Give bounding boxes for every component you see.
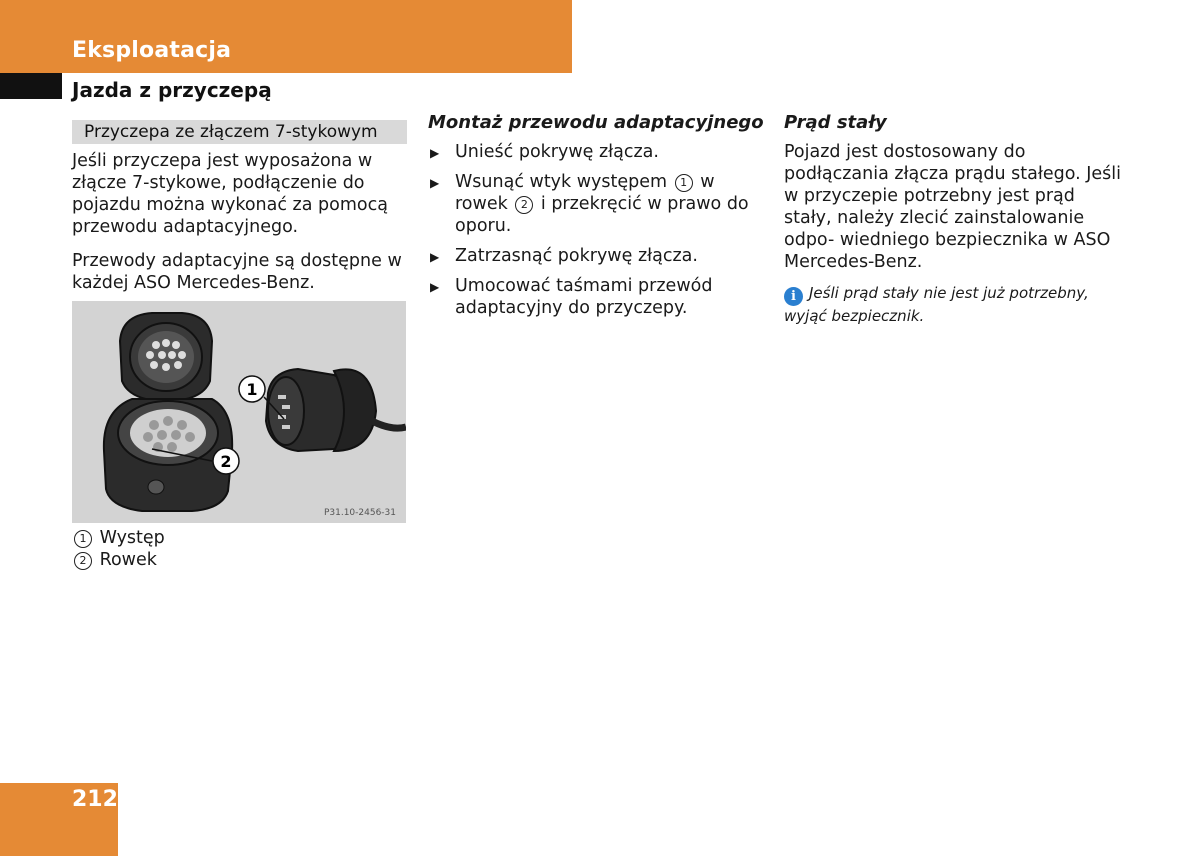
number-badge: 1 <box>74 530 92 548</box>
section-title: Jazda z przyczepą <box>72 78 272 102</box>
info-note <box>784 283 1124 326</box>
legend-item <box>72 527 165 549</box>
info-icon: i <box>784 287 803 306</box>
chapter-title: Eksploatacja <box>72 38 232 63</box>
connector-figure <box>72 301 406 523</box>
svg-text:1: 1 <box>246 380 258 399</box>
legend-item <box>72 549 165 571</box>
figure-legend <box>72 527 165 571</box>
paragraph: Pojazd jest dostosowany do podłączania złącza prądu stałego. Jeśli w przyczepie potrzebny jest prąd stały, należy zlecić zainstalowanie odpo- wiedniego bezpiecznika w ASO Mercedes-Benz. <box>784 142 1122 272</box>
middle-column <box>428 112 768 327</box>
procedure-heading: Montaż przewodu adaptacyjnego <box>428 112 764 133</box>
arrow-bullet-icon: ▶ <box>430 280 440 294</box>
step-item <box>428 275 768 319</box>
step-text: w rowek <box>455 172 715 214</box>
legend-label: Występ <box>99 528 165 548</box>
socket-lid <box>120 313 212 401</box>
arrow-bullet-icon: ▶ <box>430 250 440 264</box>
step-item <box>428 245 768 267</box>
arrow-bullet-icon: ▶ <box>430 176 440 190</box>
paragraph: Jeśli przyczepa jest wyposażona w złącze 7-stykowe, podłączenie do pojazdu można wykonać za pomocą przewodu adaptacyjnego. <box>72 151 388 237</box>
dc-heading: Prąd stały <box>784 112 887 133</box>
socket-body <box>104 399 232 511</box>
step-text: Zatrzasnąć pokrywę złącza. <box>455 246 698 266</box>
step-text: Umocować taśmami przewód adaptacyjny do przyczepy. <box>455 276 713 318</box>
arrow-bullet-icon: ▶ <box>430 146 440 160</box>
figure-code: P31.10-2456-31 <box>323 508 396 518</box>
connector-illustration <box>72 301 406 523</box>
number-badge: 1 <box>675 174 693 192</box>
step-text: Unieść pokrywę złącza. <box>455 142 659 162</box>
svg-text:2: 2 <box>220 452 232 471</box>
step-item <box>428 171 768 237</box>
procedure-steps <box>428 141 768 319</box>
number-badge: 2 <box>74 552 92 570</box>
paragraph: Przewody adaptacyjne są dostępne w każdej ASO Mercedes-Benz. <box>72 251 402 293</box>
left-column <box>72 120 407 306</box>
number-badge: 2 <box>515 196 533 214</box>
page-number: 212 <box>72 787 118 812</box>
box-heading: Przyczepa ze złączem 7-stykowym <box>72 120 407 144</box>
legend-label: Rowek <box>99 550 157 570</box>
adapter-plug <box>266 369 406 451</box>
step-item <box>428 141 768 163</box>
section-marker <box>0 73 62 99</box>
note-text: Jeśli prąd stały nie jest już potrzebny, wyjąć bezpiecznik. <box>784 284 1089 325</box>
right-column <box>784 112 1124 326</box>
step-text: Wsunąć wtyk występem <box>455 172 668 192</box>
step-text: i przekręcić w prawo do oporu. <box>455 194 749 236</box>
